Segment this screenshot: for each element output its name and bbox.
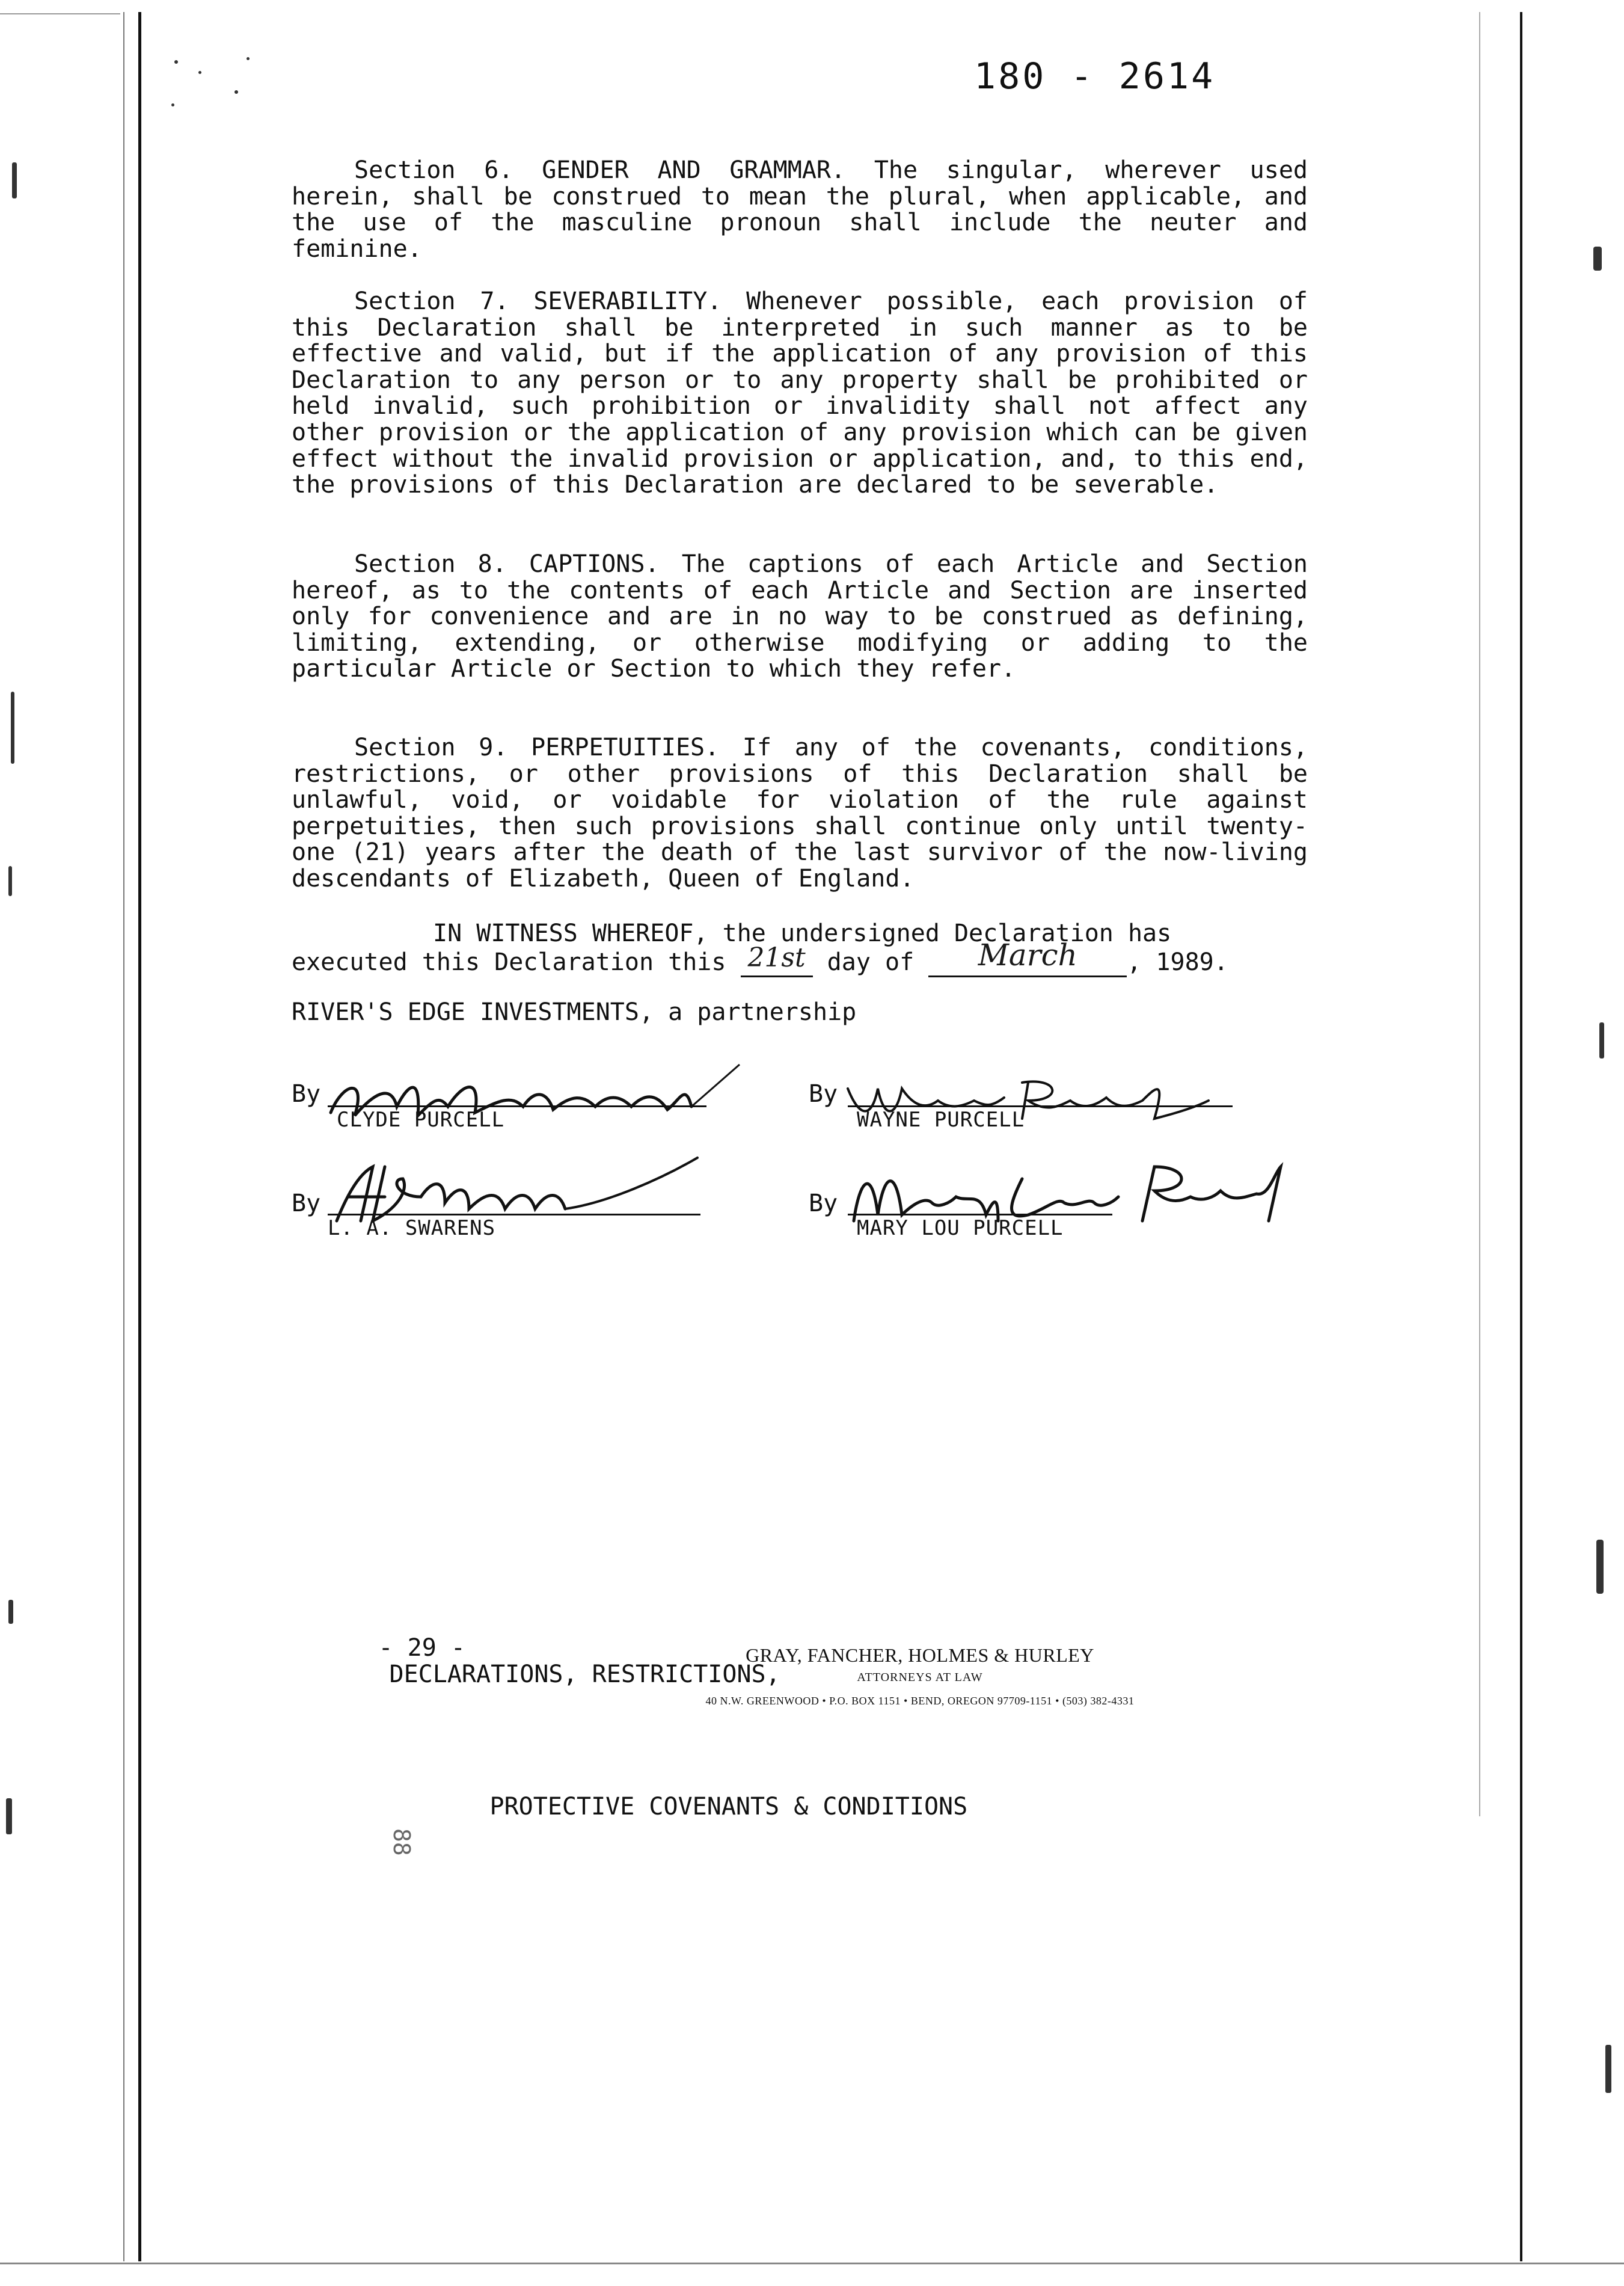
signer-name-3: L. A. SWARENS: [328, 1216, 496, 1240]
signer-name-2: WAYNE PURCELL: [857, 1108, 1025, 1132]
firm-subtitle: ATTORNEYS AT LAW: [857, 1671, 983, 1684]
witness-line-1-text: IN WITNESS WHEREOF, the undersigned Declaration has: [433, 920, 1172, 947]
witness-middle: day of: [827, 948, 915, 976]
scan-speck: [247, 57, 250, 60]
scan-speck: [198, 71, 201, 74]
right-margin-rule: [1520, 12, 1522, 2261]
scan-speck: [12, 162, 17, 198]
scan-speck: [1593, 247, 1602, 271]
scan-speck: [1596, 1540, 1604, 1594]
top-scan-rule: [0, 13, 120, 14]
scan-speck: [6, 1798, 12, 1834]
section-8-paragraph: Section 8. CAPTIONS. The captions of each Article and Section hereof, as to the contents of each Article and Section are inserted only for convenience and are in no way to be construed as defining, limiting, extending, or otherwise modifying or adding to the particular Article or Section to which they refer.: [292, 550, 1308, 683]
footer-title-line-1: DECLARATIONS, RESTRICTIONS,: [389, 1661, 780, 1688]
month-handwritten: March: [978, 938, 1077, 972]
document-number: 180 - 2614: [974, 55, 1216, 97]
scan-speck: [234, 90, 238, 94]
section-6-paragraph: Section 6. GENDER AND GRAMMAR. The singular, wherever used herein, shall be construed to mean the plural, when applicable, and the use of the masculine pronoun shall include the neuter and feminine.: [292, 156, 1308, 263]
scan-speck: [8, 1600, 13, 1624]
entity-line: RIVER'S EDGE INVESTMENTS, a partnership: [292, 998, 857, 1026]
bottom-scan-rule: [0, 2263, 1624, 2264]
day-blank: [741, 942, 813, 977]
witness-clause: [292, 920, 1308, 977]
witness-suffix: , 1989.: [1127, 948, 1228, 976]
scan-speck: [1605, 2045, 1611, 2093]
signature-l-a-swarens: [325, 1155, 709, 1239]
scan-speck: [8, 866, 12, 896]
firm-name: GRAY, FANCHER, HOLMES & HURLEY: [746, 1644, 1094, 1666]
by-label-2: By: [809, 1080, 838, 1108]
scan-speck: [1599, 1022, 1604, 1059]
signature-wayne-purcell: [842, 1065, 1227, 1137]
by-label-4: By: [809, 1190, 838, 1217]
signer-name-4: MARY LOU PURCELL: [857, 1216, 1064, 1240]
right-margin-rule-thin: [1479, 12, 1480, 1816]
day-handwritten: 21st: [747, 942, 806, 973]
by-label-3: By: [292, 1190, 321, 1217]
by-label-1: By: [292, 1080, 321, 1108]
faint-stamp-mark: 88: [388, 1828, 415, 1856]
page-marker: - 29 -: [378, 1634, 465, 1662]
signature-mary-lou-purcell: [848, 1155, 1305, 1239]
left-margin-rule-thin: [123, 12, 124, 2261]
footer-title-line-2: PROTECTIVE COVENANTS & CONDITIONS: [489, 1793, 968, 1821]
firm-address: 40 N.W. GREENWOOD • P.O. BOX 1151 • BEND, OREGON 97709-1151 • (503) 382-4331: [705, 1695, 1135, 1707]
signature-clyde-purcell: [319, 1059, 752, 1143]
witness-prefix: executed this Declaration this: [292, 948, 726, 976]
month-blank: [928, 938, 1127, 977]
scan-speck: [11, 692, 14, 764]
witness-line-2: [292, 938, 1308, 977]
section-7-paragraph: Section 7. SEVERABILITY. Whenever possible, each provision of this Declaration shall be interpreted in such manner as to be effective and valid, but if the application of any provision of this Declaration to any person or to any property shall be prohibited or held invalid, such prohibition or invalidity shall not affect any other provision or the application of any provision which can be given effect without the invalid provision or application, and, to this end, the provisions of this Declaration are declared to be severable.: [292, 287, 1308, 499]
section-9-paragraph: Section 9. PERPETUITIES. If any of the covenants, conditions, restrictions, or other provisions of this Declaration shall be unlawful, void, or voidable for violation of the rule against perpetuities, then such provisions shall continue only until twenty-one (21) years after the death of the last survivor of the now-living descendants of Elizabeth, Queen of England.: [292, 734, 1308, 893]
scan-speck: [171, 103, 174, 106]
scan-speck: [174, 60, 178, 64]
left-margin-rule: [138, 12, 141, 2261]
signer-name-1: CLYDE PURCELL: [337, 1108, 505, 1132]
